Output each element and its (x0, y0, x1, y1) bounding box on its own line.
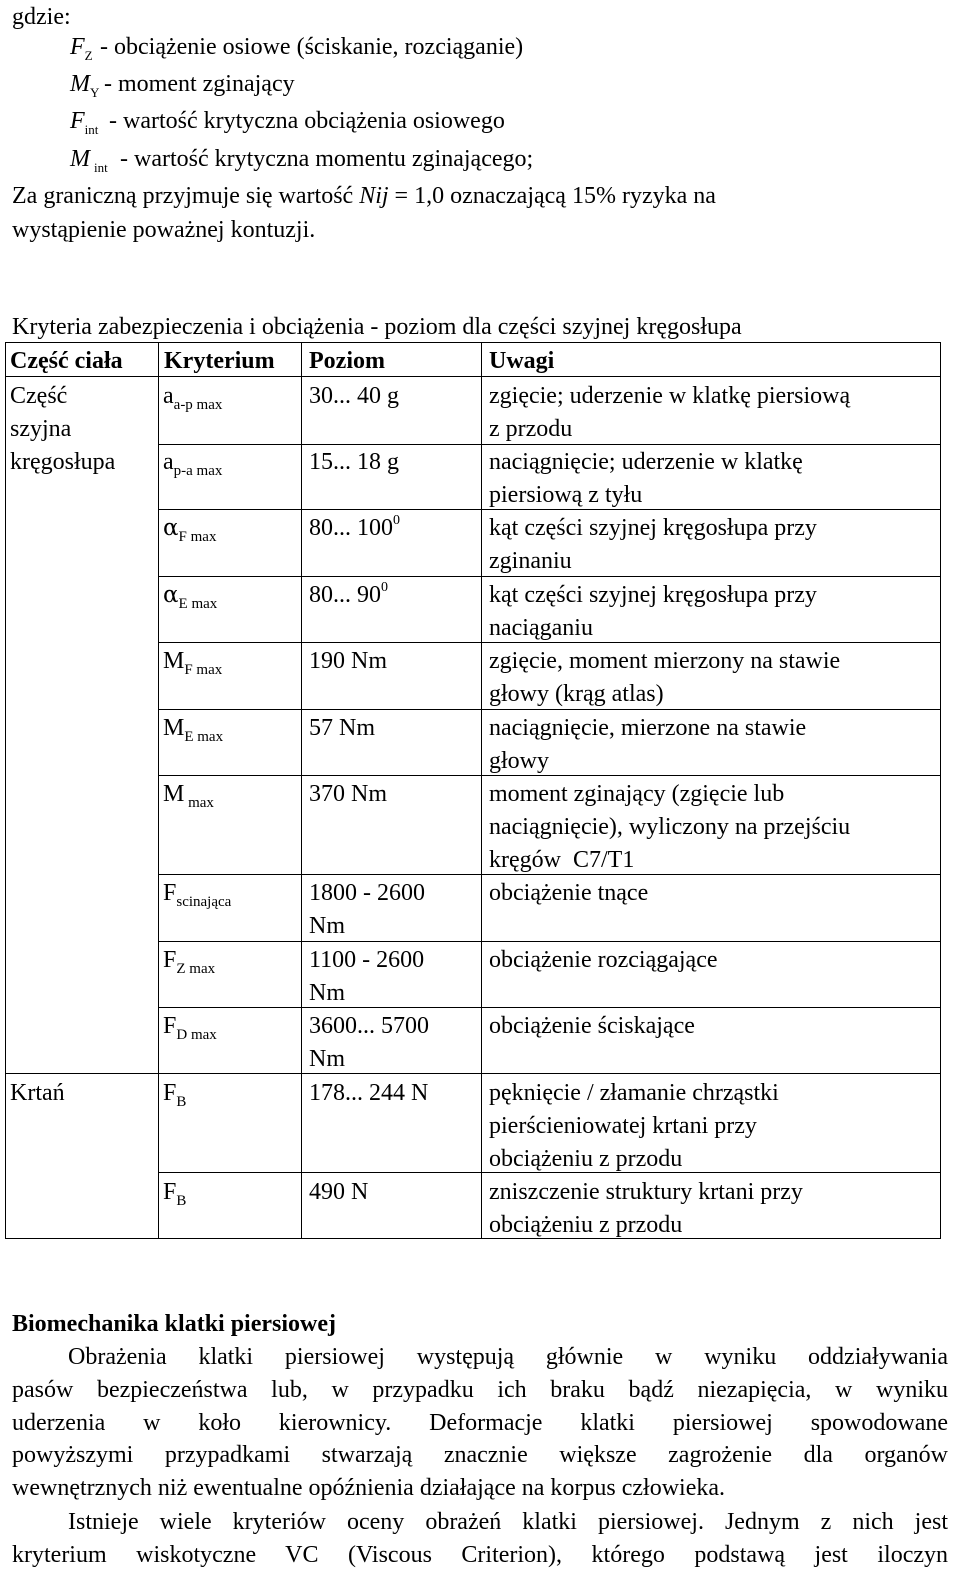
criterion-symbol: F (163, 880, 177, 906)
criterion-symbol: F (163, 1080, 177, 1106)
criterion-cell (163, 1013, 217, 1043)
level-cell: 490 N (309, 1179, 369, 1205)
table-header-body-part: Część ciała (10, 348, 123, 374)
note-line: zgięcie; uderzenie w klatkę piersiową (489, 383, 851, 409)
criterion-subscript: B (176, 1193, 187, 1209)
def-subscript: Y (90, 85, 100, 100)
criterion-subscript: a-p max (173, 397, 223, 413)
level-superscript: 0 (381, 580, 388, 595)
criterion-cell (163, 648, 223, 678)
criterion-subscript: F max (184, 662, 223, 678)
note-line: kąt części szyjnej kręgosłupa przy (489, 582, 817, 608)
level-cell: 3600... 5700 (309, 1013, 429, 1039)
level-cell: 1800 - 2600 (309, 880, 425, 906)
note-line: moment zginający (zgięcie lub (489, 781, 785, 807)
intro-line1 (12, 184, 716, 208)
def-subscript: Z (84, 48, 93, 63)
def-fint (70, 108, 505, 137)
paragraph-line: Obrażenia klatki piersiowej występują głównie w wyniku oddziaływania (68, 1344, 948, 1370)
note-line: obciążenie rozciągające (489, 947, 718, 973)
criterion-symbol: α (163, 515, 179, 541)
section-heading: Biomechanika klatki piersiowej (12, 1311, 337, 1337)
level-cell: 190 Nm (309, 648, 387, 674)
level-cell-unit: Nm (309, 980, 345, 1006)
note-line: z przodu (489, 416, 573, 442)
table-header-level: Poziom (309, 348, 385, 374)
note-line: kręgów C7/T1 (489, 847, 635, 873)
def-text: - wartość krytyczna momentu zginającego; (120, 146, 534, 172)
level-cell (309, 580, 388, 608)
level-cell (309, 513, 400, 541)
note-line: zginaniu (489, 548, 572, 574)
criterion-symbol: a (163, 449, 174, 475)
paragraph-line: uderzenia w koło kierownicy. Deformacje klatki piersiowej spowodowane (12, 1410, 948, 1436)
criterion-subscript: p-a max (173, 463, 223, 479)
level-superscript: 0 (393, 513, 400, 528)
table-caption: Kryteria zabezpieczenia i obciążenia - poziom dla części szyjnej kręgosłupa (12, 314, 742, 340)
criterion-symbol: F (163, 947, 177, 973)
def-symbol: M (70, 71, 90, 97)
criterion-symbol: M (163, 715, 185, 741)
note-line: naciągnięcie, mierzone na stawie (489, 715, 807, 741)
level-cell: 57 Nm (309, 715, 375, 741)
intro-lead: gdzie: (12, 4, 71, 30)
criterion-cell (163, 1080, 187, 1110)
criterion-subscript: max (184, 795, 214, 811)
criterion-symbol: M (163, 648, 185, 674)
criterion-symbol: α (163, 582, 179, 608)
criterion-symbol: a (163, 383, 174, 409)
paragraph-line: powyższymi przypadkami stwarzają znacznie większe zagrożenie dla organów (12, 1442, 948, 1468)
note-line: obciążenie ściskające (489, 1013, 695, 1039)
def-mint (70, 146, 534, 175)
intro-line1-post: = 1,0 oznaczającą 15% ryzyka na (388, 183, 716, 209)
def-fz (70, 34, 524, 63)
criterion-subscript: E max (178, 596, 218, 612)
def-text: - obciążenie osiowe (ściskanie, rozciąganie) (100, 34, 524, 60)
paragraph-line: pasów bezpieczeństwa lub, w przypadku ich braku bądź niezapięcia, w wyniku (12, 1377, 948, 1403)
criterion-subscript: scinająca (176, 894, 232, 910)
criterion-subscript: B (176, 1094, 187, 1110)
criterion-symbol: F (163, 1013, 177, 1039)
level-cell-unit: Nm (309, 913, 345, 939)
note-line: głowy (krąg atlas) (489, 681, 664, 707)
criterion-subscript: D max (176, 1027, 217, 1043)
def-symbol: F (70, 108, 85, 134)
note-line: pierścieniowatej krtani przy (489, 1113, 757, 1139)
criterion-subscript: F max (178, 529, 217, 545)
section-part-line: Krtań (10, 1080, 65, 1106)
criterion-cell (163, 515, 217, 545)
def-text: - moment zginający (104, 71, 295, 97)
note-line: kąt części szyjnej kręgosłupa przy (489, 515, 817, 541)
note-line: obciążeniu z przodu (489, 1212, 683, 1238)
level-value: 80... 100 (309, 515, 393, 541)
section-part-line: kręgosłupa (10, 449, 116, 475)
paragraph-line: kryterium wiskotyczne VC (Viscous Criterion), którego podstawą jest iloczyn (12, 1542, 948, 1568)
table-header-criterion: Kryterium (164, 348, 275, 374)
paragraph-line: Istnieje wiele kryteriów oceny obrażeń klatki piersiowej. Jednym z nich jest (68, 1509, 948, 1535)
note-line: zniszczenie struktury krtani przy (489, 1179, 803, 1205)
level-cell: 1100 - 2600 (309, 947, 425, 973)
def-text: - wartość krytyczna obciążenia osiowego (109, 108, 505, 134)
def-symbol: M (70, 146, 90, 172)
criterion-cell (163, 449, 223, 479)
criterion-cell (163, 947, 216, 977)
level-cell: 30... 40 g (309, 383, 399, 409)
note-line: naciągnięcie; uderzenie w klatkę (489, 449, 803, 475)
def-symbol: F (70, 34, 85, 60)
def-my (70, 71, 295, 100)
def-subscript: int (84, 122, 99, 137)
intro-line2: wystąpienie poważnej kontuzji. (12, 217, 316, 243)
level-cell: 370 Nm (309, 781, 387, 807)
note-line: głowy (489, 748, 549, 774)
intro-line1-symbol: Nij (359, 183, 389, 209)
criterion-cell (163, 383, 223, 413)
level-cell-unit: Nm (309, 1046, 345, 1072)
criterion-symbol: F (163, 1179, 177, 1205)
note-line: obciążenie tnące (489, 880, 649, 906)
paragraph-line: wewnętrznych niż ewentualne opóźnienia działające na korpus człowieka. (12, 1475, 726, 1501)
criterion-symbol: M (163, 781, 185, 807)
criterion-cell (163, 781, 214, 811)
note-line: piersiową z tyłu (489, 482, 643, 508)
note-line: naciągnięcie), wyliczony na przejściu (489, 814, 851, 840)
level-value: 80... 90 (309, 582, 381, 608)
criterion-cell (163, 880, 232, 910)
def-subscript: int (94, 160, 108, 175)
level-cell: 15... 18 g (309, 449, 399, 475)
table-header-notes: Uwagi (489, 348, 555, 374)
section-part-line: Część (10, 383, 68, 409)
section-part-line: szyjna (10, 416, 72, 442)
criterion-cell (163, 582, 218, 612)
note-line: naciąganiu (489, 615, 593, 641)
note-line: obciążeniu z przodu (489, 1146, 683, 1172)
note-line: pęknięcie / złamanie chrząstki (489, 1080, 779, 1106)
criterion-cell (163, 715, 224, 745)
criterion-cell (163, 1179, 187, 1209)
level-cell: 178... 244 N (309, 1080, 429, 1106)
note-line: zgięcie, moment mierzony na stawie (489, 648, 841, 674)
criterion-subscript: Z max (176, 961, 216, 977)
intro-line1-pre: Za graniczną przyjmuje się wartość (12, 183, 360, 209)
criterion-subscript: E max (184, 729, 224, 745)
